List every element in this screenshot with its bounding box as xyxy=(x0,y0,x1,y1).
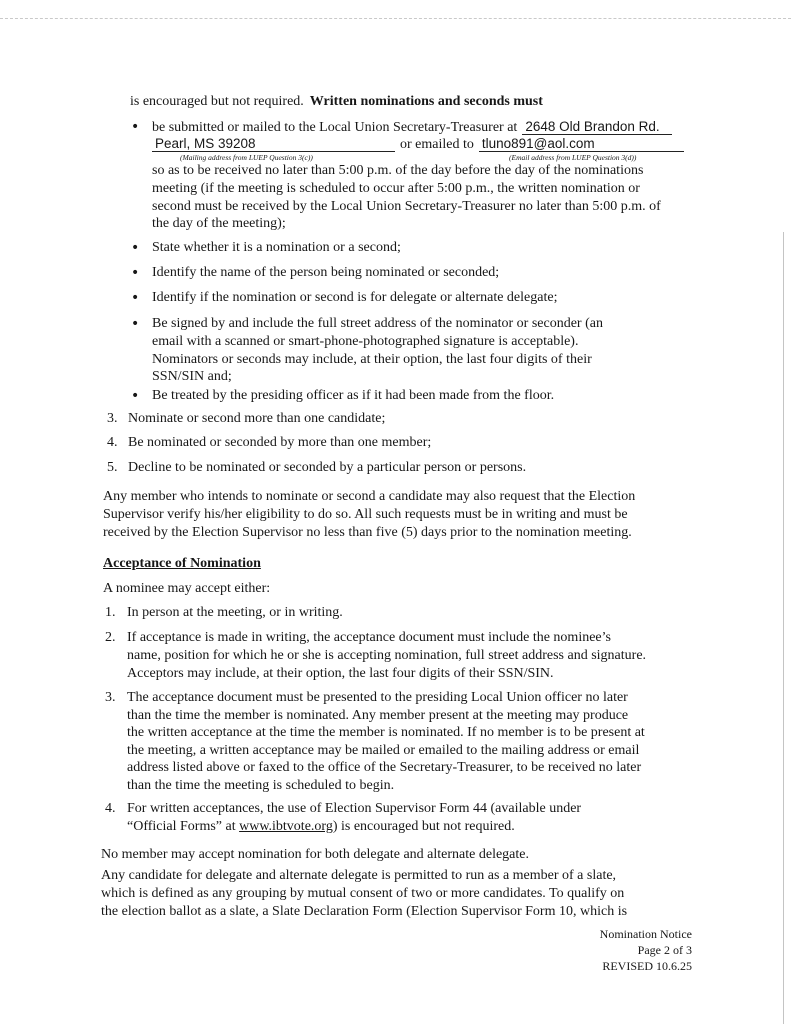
acceptance-intro: A nominee may accept either: xyxy=(103,581,271,596)
bullet-marker: • xyxy=(131,388,140,404)
acceptance-item-line: If acceptance is made in writing, the acceptance document must include the nominee’s xyxy=(127,630,611,645)
intro-text: is encouraged but not required. xyxy=(130,94,304,109)
scan-edge-right xyxy=(783,232,784,1024)
bullet-item-state-type: State whether it is a nomination or a second; xyxy=(152,240,401,255)
bullet-item-signature-line: email with a scanned or smart-phone-photographed signature is acceptable). xyxy=(152,334,579,349)
eligibility-paragraph-line: received by the Election Supervisor no less than five (5) days prior to the nomination meeting. xyxy=(103,525,632,540)
email-address: tluno891@aol.com xyxy=(479,136,684,152)
acceptance-item-line: address listed above or faxed to the office of the Secretary-Treasurer, to be received no later xyxy=(127,760,642,775)
bullet-marker: • xyxy=(131,240,140,256)
eligibility-paragraph-line: Supervisor verify his/her eligibility to do so. All such requests must be in writing and must be xyxy=(103,507,628,522)
forms-line-before: “Official Forms” at xyxy=(127,819,240,834)
bullet-item-identify-position: Identify if the nomination or second is for delegate or alternate delegate; xyxy=(152,290,558,305)
acceptance-item-line: the meeting, a written acceptance may be mailed or emailed to the mailing address or email xyxy=(127,743,640,758)
list-item: Decline to be nominated or seconded by a particular person or persons. xyxy=(128,460,527,475)
list-number: 3. xyxy=(107,411,118,426)
list-number: 2. xyxy=(105,630,116,645)
list-number: 5. xyxy=(107,460,118,475)
bullet-marker: • xyxy=(131,119,140,135)
bullet-marker: • xyxy=(131,290,140,306)
intro-line xyxy=(130,94,543,110)
list-number: 1. xyxy=(105,605,116,620)
submit-bullet-continuation-line: the day of the meeting); xyxy=(152,216,286,231)
submit-bullet-continuation-line: meeting (if the meeting is scheduled to occur after 5:00 p.m., the written nomination or xyxy=(152,181,640,196)
footer-page-number: Page 2 of 3 xyxy=(637,943,692,957)
bullet-item-signature-line: Nominators or seconds may include, at their option, the last four digits of their xyxy=(152,352,592,367)
closing-single-nomination: No member may accept nomination for both delegate and alternate delegate. xyxy=(101,847,529,862)
scan-edge-top xyxy=(0,18,791,19)
submit-bullet-address-line xyxy=(152,136,684,153)
forms-line-after: ) is encouraged but not required. xyxy=(332,819,515,834)
slate-paragraph-line: which is defined as any grouping by mutual consent of two or more candidates. To qualify on xyxy=(101,886,625,901)
acceptance-item-line: name, position for which he or she is accepting nomination, full street address and signature. xyxy=(127,648,647,663)
list-item: Be nominated or seconded by more than one member; xyxy=(128,435,432,450)
bullet-item-identify-name: Identify the name of the person being nominated or seconded; xyxy=(152,265,500,280)
acceptance-item-line: The acceptance document must be presented to the presiding Local Union officer no later xyxy=(127,690,628,705)
list-item: Nominate or second more than one candidate; xyxy=(128,411,386,426)
mailing-address-caption: (Mailing address from LUEP Question 3(c)) xyxy=(180,153,313,162)
slate-paragraph-line: the election ballot as a slate, a Slate Declaration Form (Election Supervisor Form 10, which is xyxy=(101,904,628,919)
list-number: 4. xyxy=(105,801,116,816)
submit-bullet-lead-line xyxy=(152,119,672,136)
acceptance-item-forms-line xyxy=(127,819,515,835)
bullet-marker: • xyxy=(131,316,140,332)
footer-title: Nomination Notice xyxy=(599,927,692,941)
submit-bullet-lead: be submitted or mailed to the Local Union Secretary-Treasurer at xyxy=(152,120,518,135)
bullet-item-signature-line: SSN/SIN and; xyxy=(152,369,232,384)
ibtvote-link: www.ibtvote.org xyxy=(239,819,333,834)
or-emailed-to-text: or emailed to xyxy=(400,137,474,152)
email-address-caption: (Email address from LUEP Question 3(d)) xyxy=(509,153,637,162)
intro-bold-text: Written nominations and seconds must xyxy=(309,94,543,109)
mailing-address-street: 2648 Old Brandon Rd. xyxy=(522,119,672,135)
mailing-address-city: Pearl, MS 39208 xyxy=(152,136,395,152)
acceptance-item-line: In person at the meeting, or in writing. xyxy=(127,605,343,620)
eligibility-paragraph-line: Any member who intends to nominate or second a candidate may also request that the Election xyxy=(103,489,636,504)
submit-bullet-continuation-line: so as to be received no later than 5:00 p.m. of the day before the day of the nominations xyxy=(152,163,644,178)
acceptance-item-line: Acceptors may include, at their option, the last four digits of their SSN/SIN. xyxy=(127,666,554,681)
bullet-item-signature-line: Be signed by and include the full street address of the nominator or seconder (an xyxy=(152,316,603,331)
list-number: 3. xyxy=(105,690,116,705)
bullet-marker: • xyxy=(131,265,140,281)
slate-paragraph-line: Any candidate for delegate and alternate delegate is permitted to run as a member of a slate, xyxy=(101,868,617,883)
acceptance-item-line: than the time the member is nominated. Any member present at the meeting may produce xyxy=(127,708,629,723)
bullet-item-treated-as-floor: Be treated by the presiding officer as if it had been made from the floor. xyxy=(152,388,555,403)
footer-revised: REVISED 10.6.25 xyxy=(602,959,692,973)
section-heading-acceptance: Acceptance of Nomination xyxy=(103,556,261,571)
list-number: 4. xyxy=(107,435,118,450)
submit-bullet-continuation-line: second must be received by the Local Union Secretary-Treasurer no later than 5:00 p.m. of xyxy=(152,199,661,214)
acceptance-item-line: than the time the meeting is scheduled to begin. xyxy=(127,778,395,793)
acceptance-item-line: For written acceptances, the use of Election Supervisor Form 44 (available under xyxy=(127,801,582,816)
acceptance-item-line: the written acceptance at the time the member is nominated. If no member is to be present at xyxy=(127,725,645,740)
